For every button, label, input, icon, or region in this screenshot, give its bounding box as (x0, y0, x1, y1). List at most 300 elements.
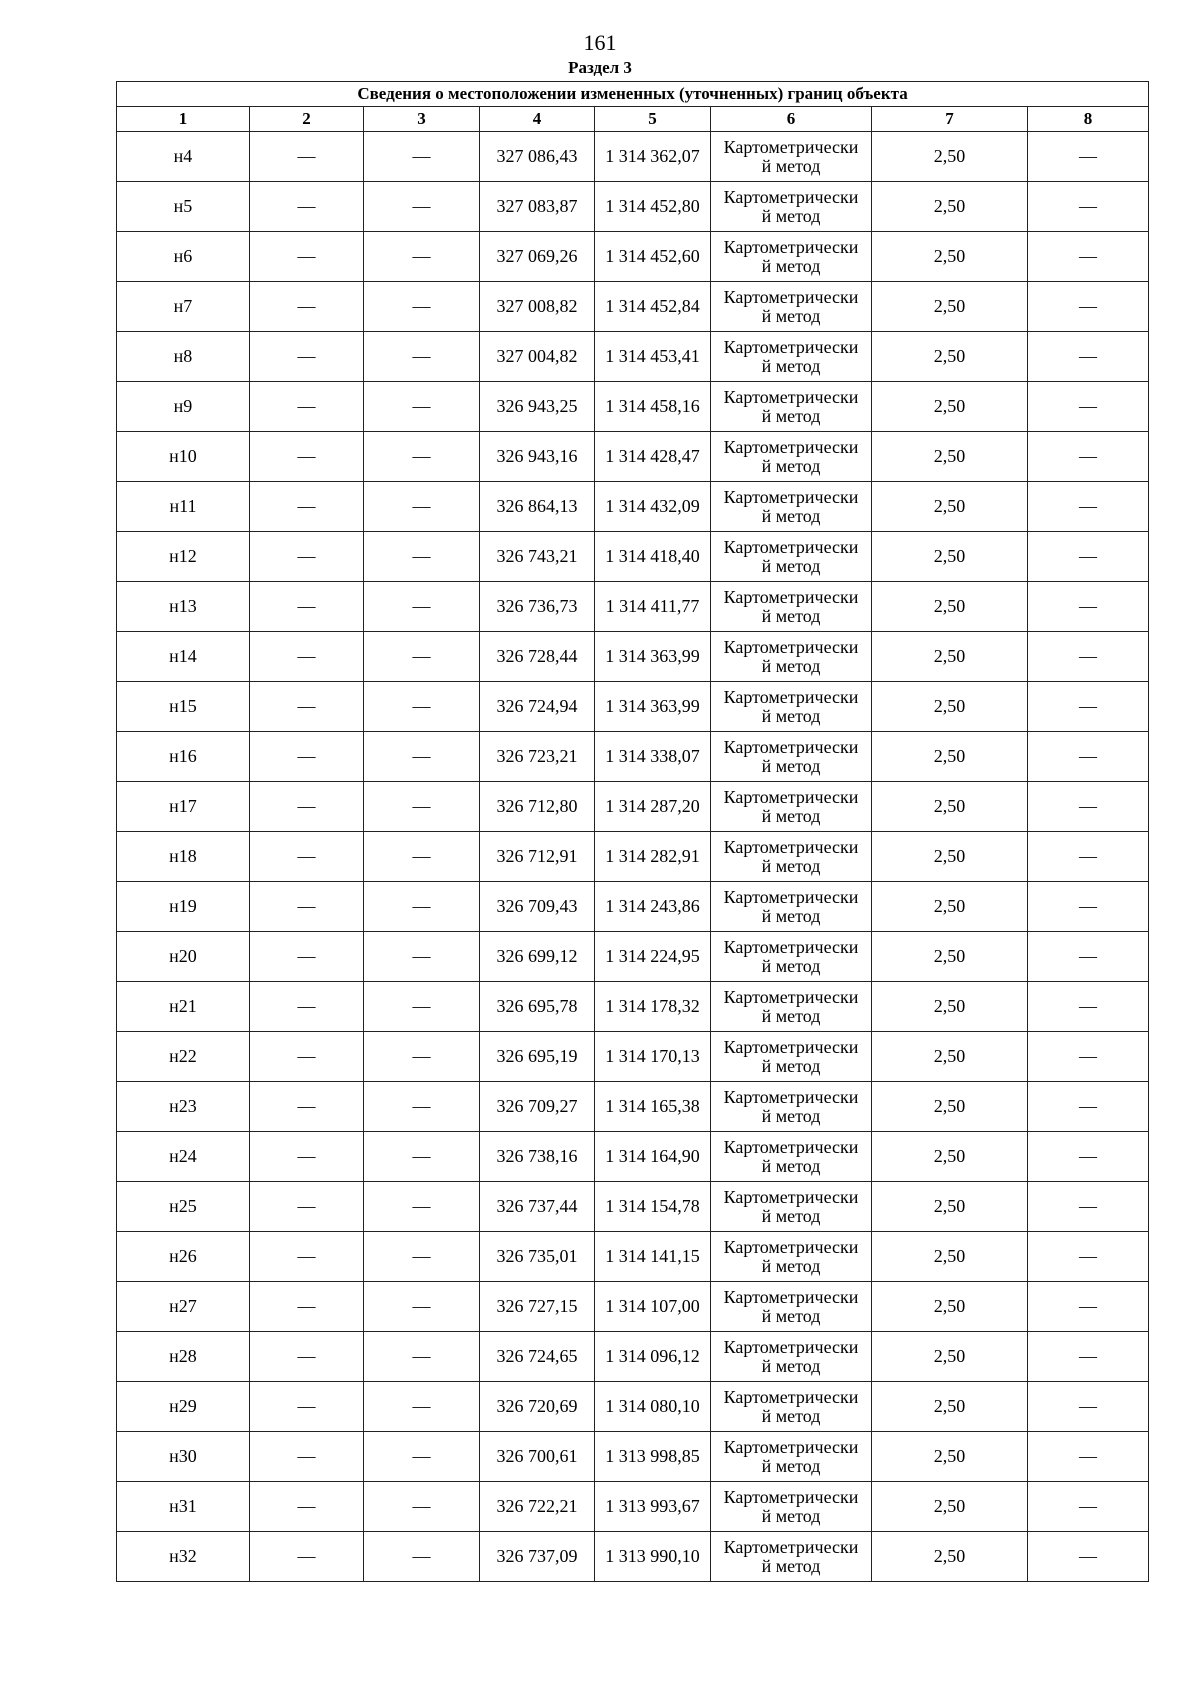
empty-dash-cell: — (1028, 782, 1149, 832)
x-coordinate-cell: 326 720,69 (480, 1382, 595, 1432)
empty-dash-cell: — (250, 1082, 364, 1132)
empty-dash-cell: — (364, 282, 480, 332)
method-line-1: Картометрически (723, 736, 859, 757)
empty-dash-cell: — (364, 482, 480, 532)
empty-dash-cell: — (364, 1232, 480, 1282)
table-row (117, 782, 1149, 832)
point-name-cell: н15 (117, 682, 250, 732)
method-line-2: й метод (761, 305, 821, 326)
empty-dash-cell: — (364, 1332, 480, 1382)
empty-dash-cell: — (364, 532, 480, 582)
accuracy-cell: 2,50 (872, 1232, 1028, 1282)
table-row (117, 582, 1149, 632)
method-line-1: Картометрически (723, 986, 859, 1007)
method-line-1: Картометрически (723, 286, 859, 307)
table-row (117, 232, 1149, 282)
x-coordinate-cell: 326 943,16 (480, 432, 595, 482)
y-coordinate-cell: 1 314 411,77 (595, 582, 711, 632)
empty-dash-cell: — (1028, 432, 1149, 482)
method-cell (711, 1032, 872, 1082)
y-coordinate-cell: 1 314 363,99 (595, 682, 711, 732)
method-cell (711, 232, 872, 282)
method-line-1: Картометрически (723, 1336, 859, 1357)
method-cell (711, 1132, 872, 1182)
method-line-2: й метод (761, 655, 821, 676)
table-body (117, 132, 1149, 1582)
column-number: 8 (1028, 107, 1149, 132)
accuracy-cell: 2,50 (872, 982, 1028, 1032)
point-name-cell: н32 (117, 1532, 250, 1582)
y-coordinate-cell: 1 314 418,40 (595, 532, 711, 582)
empty-dash-cell: — (250, 782, 364, 832)
column-number: 1 (117, 107, 250, 132)
x-coordinate-cell: 326 699,12 (480, 932, 595, 982)
empty-dash-cell: — (364, 232, 480, 282)
y-coordinate-cell: 1 314 452,80 (595, 182, 711, 232)
method-line-2: й метод (761, 1205, 821, 1226)
method-line-2: й метод (761, 455, 821, 476)
method-cell (711, 932, 872, 982)
table-row (117, 132, 1149, 182)
method-cell (711, 1432, 872, 1482)
accuracy-cell: 2,50 (872, 682, 1028, 732)
accuracy-cell: 2,50 (872, 132, 1028, 182)
y-coordinate-cell: 1 314 164,90 (595, 1132, 711, 1182)
empty-dash-cell: — (250, 682, 364, 732)
method-line-2: й метод (761, 705, 821, 726)
method-cell (711, 632, 872, 682)
accuracy-cell: 2,50 (872, 1082, 1028, 1132)
empty-dash-cell: — (1028, 1032, 1149, 1082)
empty-dash-cell: — (364, 932, 480, 982)
x-coordinate-cell: 326 712,91 (480, 832, 595, 882)
empty-dash-cell: — (364, 1032, 480, 1082)
method-line-1: Картометрически (723, 586, 859, 607)
method-line-2: й метод (761, 1405, 821, 1426)
empty-dash-cell: — (364, 682, 480, 732)
y-coordinate-cell: 1 314 170,13 (595, 1032, 711, 1082)
table-row (117, 882, 1149, 932)
method-line-2: й метод (761, 1355, 821, 1376)
method-cell (711, 1282, 872, 1332)
method-line-2: й метод (761, 855, 821, 876)
point-name-cell: н31 (117, 1482, 250, 1532)
accuracy-cell: 2,50 (872, 1382, 1028, 1432)
accuracy-cell: 2,50 (872, 782, 1028, 832)
method-line-1: Картометрически (723, 636, 859, 657)
method-line-1: Картометрически (723, 836, 859, 857)
point-name-cell: н27 (117, 1282, 250, 1332)
x-coordinate-cell: 326 700,61 (480, 1432, 595, 1482)
empty-dash-cell: — (1028, 1382, 1149, 1432)
method-line-1: Картометрически (723, 936, 859, 957)
empty-dash-cell: — (364, 1282, 480, 1332)
empty-dash-cell: — (364, 382, 480, 432)
empty-dash-cell: — (1028, 682, 1149, 732)
table-row (117, 482, 1149, 532)
empty-dash-cell: — (1028, 1232, 1149, 1282)
table-row (117, 682, 1149, 732)
column-number: 5 (595, 107, 711, 132)
column-number: 7 (872, 107, 1028, 132)
empty-dash-cell: — (364, 1482, 480, 1532)
empty-dash-cell: — (364, 982, 480, 1032)
empty-dash-cell: — (250, 1032, 364, 1082)
method-cell (711, 1532, 872, 1582)
accuracy-cell: 2,50 (872, 532, 1028, 582)
y-coordinate-cell: 1 314 452,84 (595, 282, 711, 332)
method-line-1: Картометрически (723, 1486, 859, 1507)
method-line-2: й метод (761, 555, 821, 576)
empty-dash-cell: — (250, 132, 364, 182)
empty-dash-cell: — (250, 732, 364, 782)
method-cell (711, 832, 872, 882)
column-number: 6 (711, 107, 872, 132)
empty-dash-cell: — (250, 1332, 364, 1382)
method-line-1: Картометрически (723, 1236, 859, 1257)
method-line-2: й метод (761, 1305, 821, 1326)
table-row (117, 182, 1149, 232)
empty-dash-cell: — (250, 182, 364, 232)
accuracy-cell: 2,50 (872, 232, 1028, 282)
y-coordinate-cell: 1 314 282,91 (595, 832, 711, 882)
page-number: 161 (583, 30, 617, 55)
accuracy-cell: 2,50 (872, 1132, 1028, 1182)
point-name-cell: н29 (117, 1382, 250, 1432)
empty-dash-cell: — (1028, 132, 1149, 182)
column-number: 3 (364, 107, 480, 132)
empty-dash-cell: — (1028, 832, 1149, 882)
method-cell (711, 482, 872, 532)
column-number: 4 (480, 107, 595, 132)
table-row (117, 932, 1149, 982)
empty-dash-cell: — (1028, 632, 1149, 682)
method-line-2: й метод (761, 605, 821, 626)
x-coordinate-cell: 326 723,21 (480, 732, 595, 782)
empty-dash-cell: — (1028, 182, 1149, 232)
table-row (117, 432, 1149, 482)
table-row (117, 532, 1149, 582)
column-number-row (117, 107, 1149, 132)
x-coordinate-cell: 326 735,01 (480, 1232, 595, 1282)
empty-dash-cell: — (250, 432, 364, 482)
method-line-2: й метод (761, 1455, 821, 1476)
accuracy-cell: 2,50 (872, 882, 1028, 932)
accuracy-cell: 2,50 (872, 382, 1028, 432)
method-line-1: Картометрически (723, 186, 859, 207)
empty-dash-cell: — (250, 482, 364, 532)
point-name-cell: н14 (117, 632, 250, 682)
y-coordinate-cell: 1 314 428,47 (595, 432, 711, 482)
point-name-cell: н11 (117, 482, 250, 532)
y-coordinate-cell: 1 314 096,12 (595, 1332, 711, 1382)
method-line-1: Картометрически (723, 1386, 859, 1407)
method-cell (711, 1232, 872, 1282)
empty-dash-cell: — (250, 832, 364, 882)
point-name-cell: н28 (117, 1332, 250, 1382)
x-coordinate-cell: 326 864,13 (480, 482, 595, 532)
empty-dash-cell: — (250, 1182, 364, 1232)
method-line-2: й метод (761, 755, 821, 776)
y-coordinate-cell: 1 313 993,67 (595, 1482, 711, 1532)
accuracy-cell: 2,50 (872, 732, 1028, 782)
y-coordinate-cell: 1 313 990,10 (595, 1532, 711, 1582)
y-coordinate-cell: 1 314 362,07 (595, 132, 711, 182)
empty-dash-cell: — (364, 332, 480, 382)
method-line-1: Картометрически (723, 1086, 859, 1107)
method-line-2: й метод (761, 205, 821, 226)
method-cell (711, 732, 872, 782)
accuracy-cell: 2,50 (872, 332, 1028, 382)
table-row (117, 632, 1149, 682)
method-line-1: Картометрически (723, 1036, 859, 1057)
boundary-coordinates-table (116, 81, 1149, 1582)
table-row (117, 1482, 1149, 1532)
point-name-cell: н8 (117, 332, 250, 382)
method-line-1: Картометрически (723, 1536, 859, 1557)
accuracy-cell: 2,50 (872, 282, 1028, 332)
y-coordinate-cell: 1 314 338,07 (595, 732, 711, 782)
empty-dash-cell: — (364, 132, 480, 182)
empty-dash-cell: — (1028, 532, 1149, 582)
accuracy-cell: 2,50 (872, 482, 1028, 532)
method-line-1: Картометрически (723, 386, 859, 407)
accuracy-cell: 2,50 (872, 432, 1028, 482)
method-line-1: Картометрически (723, 786, 859, 807)
x-coordinate-cell: 326 738,16 (480, 1132, 595, 1182)
point-name-cell: н22 (117, 1032, 250, 1082)
empty-dash-cell: — (1028, 932, 1149, 982)
empty-dash-cell: — (1028, 282, 1149, 332)
point-name-cell: н9 (117, 382, 250, 432)
method-cell (711, 782, 872, 832)
empty-dash-cell: — (250, 982, 364, 1032)
method-line-2: й метод (761, 1105, 821, 1126)
empty-dash-cell: — (250, 632, 364, 682)
y-coordinate-cell: 1 313 998,85 (595, 1432, 711, 1482)
method-line-1: Картометрически (723, 686, 859, 707)
table-row (117, 832, 1149, 882)
method-line-1: Картометрически (723, 486, 859, 507)
point-name-cell: н26 (117, 1232, 250, 1282)
empty-dash-cell: — (250, 282, 364, 332)
empty-dash-cell: — (1028, 882, 1149, 932)
accuracy-cell: 2,50 (872, 932, 1028, 982)
empty-dash-cell: — (364, 732, 480, 782)
y-coordinate-cell: 1 314 363,99 (595, 632, 711, 682)
x-coordinate-cell: 326 737,09 (480, 1532, 595, 1582)
method-line-2: й метод (761, 805, 821, 826)
method-line-1: Картометрически (723, 336, 859, 357)
method-cell (711, 682, 872, 732)
table-row (117, 382, 1149, 432)
point-name-cell: н5 (117, 182, 250, 232)
method-cell (711, 182, 872, 232)
y-coordinate-cell: 1 314 452,60 (595, 232, 711, 282)
empty-dash-cell: — (250, 232, 364, 282)
empty-dash-cell: — (250, 1532, 364, 1582)
point-name-cell: н30 (117, 1432, 250, 1482)
method-line-2: й метод (761, 1005, 821, 1026)
x-coordinate-cell: 326 709,43 (480, 882, 595, 932)
y-coordinate-cell: 1 314 107,00 (595, 1282, 711, 1332)
table-row (117, 1032, 1149, 1082)
empty-dash-cell: — (250, 382, 364, 432)
accuracy-cell: 2,50 (872, 1332, 1028, 1382)
accuracy-cell: 2,50 (872, 1432, 1028, 1482)
method-cell (711, 882, 872, 932)
method-cell (711, 1182, 872, 1232)
method-line-1: Картометрически (723, 236, 859, 257)
method-cell (711, 582, 872, 632)
method-line-2: й метод (761, 155, 821, 176)
x-coordinate-cell: 326 695,19 (480, 1032, 595, 1082)
empty-dash-cell: — (250, 1282, 364, 1332)
method-line-2: й метод (761, 355, 821, 376)
point-name-cell: н12 (117, 532, 250, 582)
point-name-cell: н10 (117, 432, 250, 482)
accuracy-cell: 2,50 (872, 1482, 1028, 1532)
accuracy-cell: 2,50 (872, 182, 1028, 232)
method-line-2: й метод (761, 255, 821, 276)
table-row (117, 1382, 1149, 1432)
y-coordinate-cell: 1 314 458,16 (595, 382, 711, 432)
method-cell (711, 1082, 872, 1132)
method-cell (711, 282, 872, 332)
method-line-1: Картометрически (723, 886, 859, 907)
table-row (117, 1282, 1149, 1332)
table-row (117, 1332, 1149, 1382)
method-cell (711, 982, 872, 1032)
point-name-cell: н19 (117, 882, 250, 932)
method-cell (711, 1332, 872, 1382)
x-coordinate-cell: 326 695,78 (480, 982, 595, 1032)
table-row (117, 732, 1149, 782)
y-coordinate-cell: 1 314 080,10 (595, 1382, 711, 1432)
method-line-1: Картометрически (723, 536, 859, 557)
method-line-1: Картометрически (723, 436, 859, 457)
table-row (117, 1082, 1149, 1132)
method-line-2: й метод (761, 1055, 821, 1076)
accuracy-cell: 2,50 (872, 632, 1028, 682)
method-line-1: Картометрически (723, 1136, 859, 1157)
empty-dash-cell: — (250, 1382, 364, 1432)
x-coordinate-cell: 327 004,82 (480, 332, 595, 382)
empty-dash-cell: — (364, 1532, 480, 1582)
empty-dash-cell: — (250, 932, 364, 982)
section-title: Раздел 3 (568, 58, 632, 77)
x-coordinate-cell: 327 083,87 (480, 182, 595, 232)
empty-dash-cell: — (364, 182, 480, 232)
method-line-1: Картометрически (723, 1286, 859, 1307)
accuracy-cell: 2,50 (872, 582, 1028, 632)
table-row (117, 1432, 1149, 1482)
x-coordinate-cell: 326 728,44 (480, 632, 595, 682)
method-cell (711, 432, 872, 482)
empty-dash-cell: — (250, 582, 364, 632)
method-line-2: й метод (761, 1505, 821, 1526)
x-coordinate-cell: 326 712,80 (480, 782, 595, 832)
x-coordinate-cell: 327 086,43 (480, 132, 595, 182)
empty-dash-cell: — (1028, 1132, 1149, 1182)
accuracy-cell: 2,50 (872, 1532, 1028, 1582)
empty-dash-cell: — (1028, 982, 1149, 1032)
accuracy-cell: 2,50 (872, 1032, 1028, 1082)
accuracy-cell: 2,50 (872, 832, 1028, 882)
empty-dash-cell: — (364, 782, 480, 832)
x-coordinate-cell: 326 709,27 (480, 1082, 595, 1132)
point-name-cell: н4 (117, 132, 250, 182)
method-cell (711, 1482, 872, 1532)
empty-dash-cell: — (250, 882, 364, 932)
accuracy-cell: 2,50 (872, 1182, 1028, 1232)
method-line-1: Картометрически (723, 1186, 859, 1207)
empty-dash-cell: — (250, 1132, 364, 1182)
method-line-2: й метод (761, 405, 821, 426)
point-name-cell: н23 (117, 1082, 250, 1132)
method-line-2: й метод (761, 1155, 821, 1176)
point-name-cell: н21 (117, 982, 250, 1032)
empty-dash-cell: — (1028, 732, 1149, 782)
empty-dash-cell: — (1028, 1482, 1149, 1532)
method-cell (711, 532, 872, 582)
empty-dash-cell: — (364, 832, 480, 882)
y-coordinate-cell: 1 314 432,09 (595, 482, 711, 532)
empty-dash-cell: — (364, 432, 480, 482)
empty-dash-cell: — (364, 1382, 480, 1432)
method-line-2: й метод (761, 955, 821, 976)
y-coordinate-cell: 1 314 165,38 (595, 1082, 711, 1132)
x-coordinate-cell: 326 727,15 (480, 1282, 595, 1332)
empty-dash-cell: — (1028, 1182, 1149, 1232)
empty-dash-cell: — (1028, 1332, 1149, 1382)
empty-dash-cell: — (364, 632, 480, 682)
y-coordinate-cell: 1 314 178,32 (595, 982, 711, 1032)
point-name-cell: н18 (117, 832, 250, 882)
empty-dash-cell: — (250, 1432, 364, 1482)
point-name-cell: н7 (117, 282, 250, 332)
empty-dash-cell: — (1028, 482, 1149, 532)
method-cell (711, 382, 872, 432)
method-cell (711, 332, 872, 382)
empty-dash-cell: — (364, 882, 480, 932)
y-coordinate-cell: 1 314 287,20 (595, 782, 711, 832)
point-name-cell: н17 (117, 782, 250, 832)
empty-dash-cell: — (250, 332, 364, 382)
empty-dash-cell: — (250, 1232, 364, 1282)
x-coordinate-cell: 326 724,94 (480, 682, 595, 732)
empty-dash-cell: — (250, 532, 364, 582)
method-line-2: й метод (761, 905, 821, 926)
table-row (117, 282, 1149, 332)
empty-dash-cell: — (364, 1182, 480, 1232)
point-name-cell: н25 (117, 1182, 250, 1232)
empty-dash-cell: — (364, 582, 480, 632)
x-coordinate-cell: 326 736,73 (480, 582, 595, 632)
table-row (117, 332, 1149, 382)
empty-dash-cell: — (1028, 1432, 1149, 1482)
empty-dash-cell: — (1028, 582, 1149, 632)
x-coordinate-cell: 326 722,21 (480, 1482, 595, 1532)
table-row (117, 1182, 1149, 1232)
empty-dash-cell: — (1028, 1282, 1149, 1332)
table-row (117, 1232, 1149, 1282)
point-name-cell: н16 (117, 732, 250, 782)
empty-dash-cell: — (1028, 1082, 1149, 1132)
table-caption: Сведения о местоположении измененных (уточненных) границ объекта (117, 82, 1149, 107)
table-row (117, 1132, 1149, 1182)
empty-dash-cell: — (1028, 382, 1149, 432)
